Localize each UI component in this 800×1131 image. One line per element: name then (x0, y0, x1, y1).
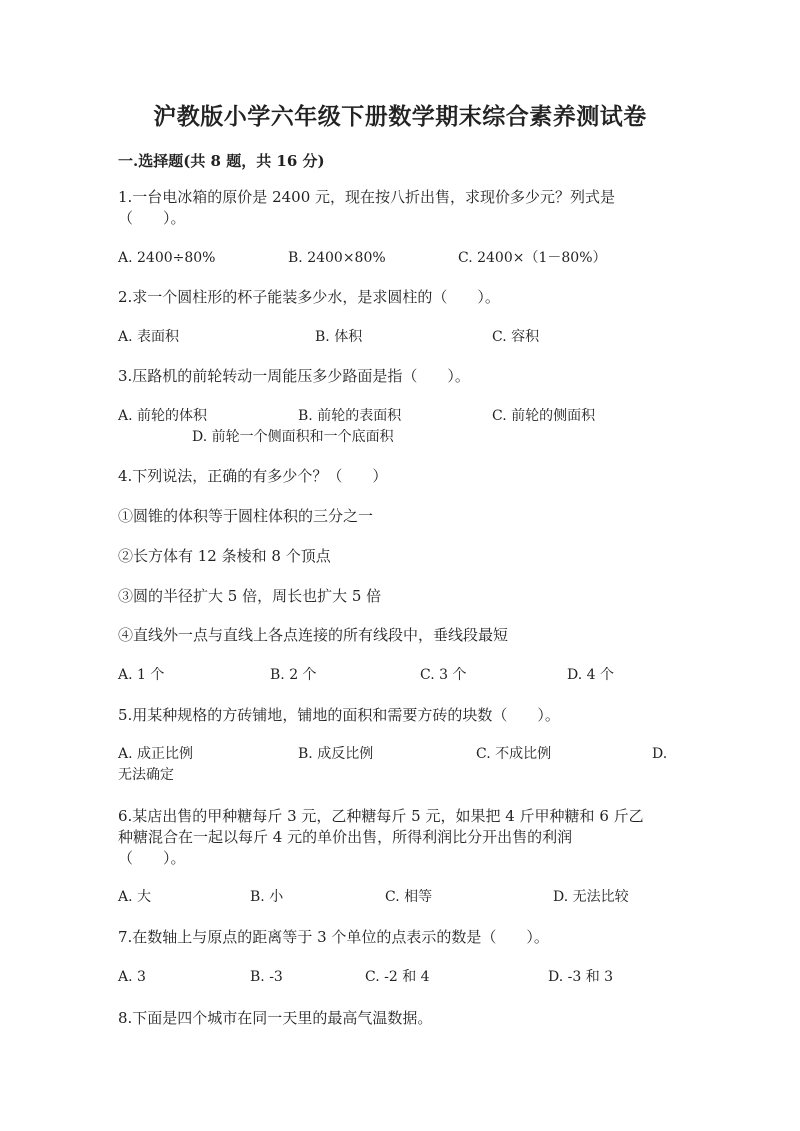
q7-option-d: D. -3 和 3 (548, 969, 614, 985)
q6-stem-line-2: 种糖混合在一起以每斤 4 元的单价出售，所得利润比分开出售的利润 (118, 828, 573, 846)
q1-option-a: A. 2400÷80% (118, 250, 216, 266)
q3-stem: 3.压路机的前轮转动一周能压多少路面是指（ ）。 (118, 367, 470, 385)
q1-option-c: C. 2400×（1－80%） (458, 250, 607, 266)
q5-option-b: B. 成反比例 (298, 746, 374, 762)
section-heading: 一.选择题(共 8 题，共 16 分) (118, 152, 325, 170)
q1-stem-line-2: （ ）。 (118, 209, 186, 227)
page-title: 沪教版小学六年级下册数学期末综合素养测试卷 (153, 103, 647, 130)
q4-statement-3: ③圆的半径扩大 5 倍，周长也扩大 5 倍 (118, 587, 382, 605)
q2-stem: 2.求一个圆柱形的杯子能装多少水，是求圆柱的（ ）。 (118, 288, 500, 306)
q4-option-a: A. 1 个 (118, 667, 165, 683)
q5-option-d-text: 无法确定 (118, 767, 174, 783)
q3-option-d: D. 前轮一个侧面积和一个底面积 (192, 429, 394, 445)
q4-option-c: C. 3 个 (420, 667, 467, 683)
q7-option-a: A. 3 (118, 969, 146, 985)
q4-statement-2: ②长方体有 12 条棱和 8 个顶点 (118, 547, 331, 565)
q4-stem: 4.下列说法，正确的有多少个？（ ） (118, 467, 388, 485)
q6-stem-line-3: （ ）。 (118, 849, 186, 867)
q4-statement-1: ①圆锥的体积等于圆柱体积的三分之一 (118, 507, 374, 525)
q5-option-a: A. 成正比例 (118, 746, 194, 762)
q4-option-d: D. 4 个 (567, 667, 614, 683)
q7-option-c: C. -2 和 4 (365, 969, 430, 985)
q2-option-c: C. 容积 (492, 329, 540, 345)
q4-statement-4: ④直线外一点与直线上各点连接的所有线段中，垂线段最短 (118, 626, 509, 644)
q3-option-a: A. 前轮的体积 (118, 408, 208, 424)
q2-option-a: A. 表面积 (118, 329, 180, 345)
q5-stem: 5.用某种规格的方砖铺地，铺地的面积和需要方砖的块数（ ）。 (118, 706, 560, 724)
q2-option-b: B. 体积 (315, 329, 363, 345)
q7-stem: 7.在数轴上与原点的距离等于 3 个单位的点表示的数是（ ）。 (118, 928, 549, 946)
q8-stem: 8.下面是四个城市在同一天里的最高气温数据。 (118, 1009, 433, 1027)
q5-option-d-letter: D. (652, 746, 668, 762)
q6-option-c: C. 相等 (385, 889, 433, 905)
q6-option-a: A. 大 (118, 889, 152, 905)
q1-option-b: B. 2400×80% (288, 250, 386, 266)
q4-option-b: B. 2 个 (270, 667, 317, 683)
q3-option-c: C. 前轮的侧面积 (492, 408, 596, 424)
q7-option-b: B. -3 (250, 969, 283, 985)
q3-option-b: B. 前轮的表面积 (298, 408, 402, 424)
q6-stem-line-1: 6.某店出售的甲种糖每斤 3 元，乙种糖每斤 5 元，如果把 4 斤甲种糖和 6 斤乙 (118, 807, 644, 825)
q5-option-c: C. 不成比例 (476, 746, 552, 762)
q6-option-d: D. 无法比较 (553, 889, 629, 905)
q6-option-b: B. 小 (250, 889, 284, 905)
q1-stem-line-1: 1.一台电冰箱的原价是 2400 元，现在按八折出售，求现价多少元？列式是 (118, 188, 616, 206)
